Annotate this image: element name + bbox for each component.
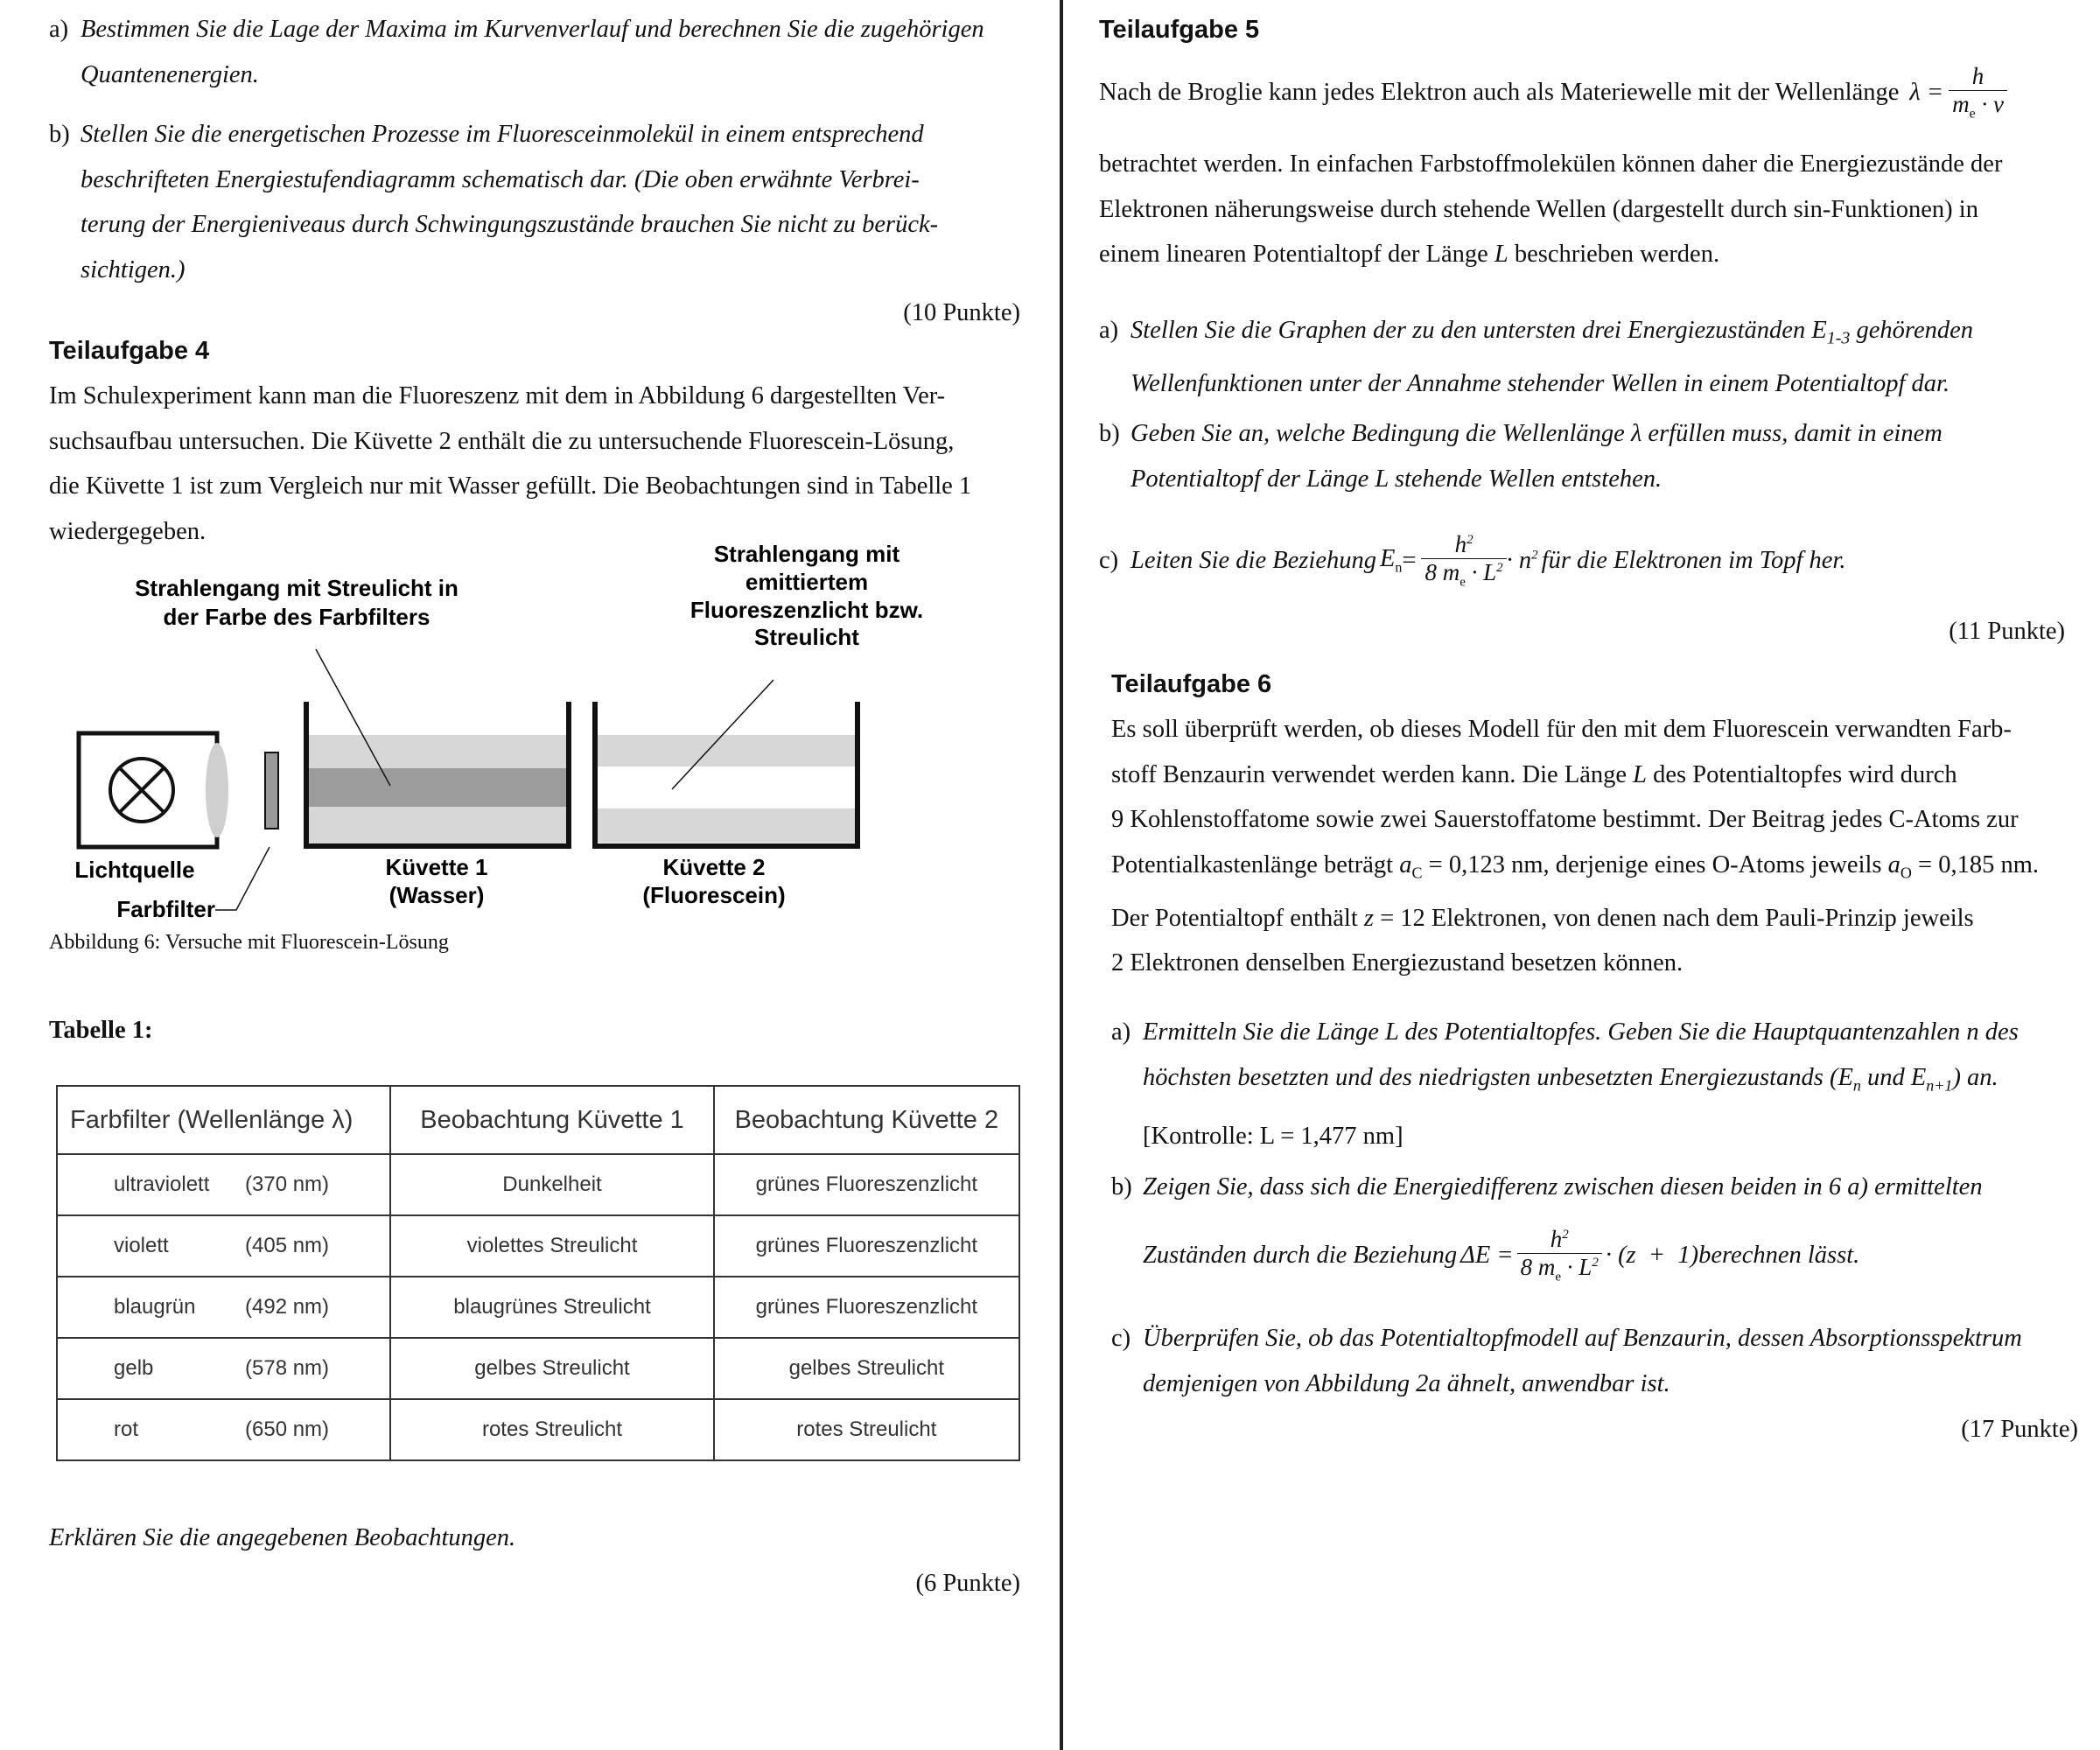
filter-wavelength: (578 nm) [245, 1356, 330, 1380]
filter-wavelength: (492 nm) [245, 1295, 330, 1319]
observation-cuvette1: Dunkelheit [390, 1154, 713, 1215]
cuvette1-scattered-beam [308, 768, 569, 807]
table-header-filter: Farbfilter (Wellenlänge λ) [57, 1086, 390, 1154]
observation-cuvette2: rotes Streulicht [714, 1399, 1019, 1460]
color-filter-element [265, 752, 278, 829]
task5-intro-line1: Nach de Broglie kann jedes Elektron auch als Materiewelle mit der Wellenlänge λ = $\frac{h}{m_e \cdot v}$ [1099, 56, 2088, 130]
task5-part-a: a) Stellen Sie die Graphen der zu den untersten drei Energiezuständen $E_{1-3}$ gehörenden Wellenfunktionen unter der Annahme stehender Wellen in einem Potentialtopf dar. [1099, 317, 1974, 398]
label-scattered-light-path-2: der Farbe des Farbfilters [163, 604, 430, 630]
cuvette2-light-band-bottom [597, 808, 858, 843]
task3-points: (10 Punkte) [903, 299, 1020, 326]
task6-part-a: a) Ermitteln Sie die Länge L des Potentialtopfes. Geben Sie die Hauptquantenzahlen n des höchsten besetzten und des niedrigsten unbesetzten Energiezustands ($E_n$ und $E_{n+1}$) an. [Kontrolle: L = 1,477 nm] [1111, 1010, 2082, 1158]
energy-formula: $\frac{h^2}{8 m_e \cdot L^2}$ [1421, 531, 1506, 591]
observation-cuvette1: blaugrünes Streulicht [390, 1277, 713, 1338]
table-row [57, 1338, 1019, 1399]
observation-cuvette2: gelbes Streulicht [714, 1338, 1019, 1399]
label-light-source: Lichtquelle [74, 857, 195, 883]
filter-cell [57, 1154, 390, 1215]
label-cuvette2-name: Küvette 2 [662, 854, 766, 880]
task6-heading: Teilaufgabe 6 [1111, 670, 1272, 698]
filter-color: gelb [114, 1356, 154, 1380]
label-color-filter: Farbfilter [116, 896, 215, 922]
observation-cuvette1: violettes Streulicht [390, 1215, 713, 1277]
task4-question: Erklären Sie die angegebenen Beobachtungen. [49, 1524, 516, 1551]
observation-cuvette1: gelbes Streulicht [390, 1338, 713, 1399]
light-source-box [79, 733, 217, 847]
table-row [57, 1399, 1019, 1460]
task6-points: (17 Punkte) [1961, 1416, 2078, 1443]
filter-cell [57, 1277, 390, 1338]
label-cuvette2-content: (Fluorescein) [642, 882, 786, 908]
task6-part-c: c) Überprüfen Sie, ob das Potentialtopfmodell auf Benzaurin, dessen Absorptionsspektrum demjenigen von Abbildung 2a ähnelt, anwendbar ist. [1111, 1325, 2022, 1397]
pointer-line-filter [215, 847, 270, 910]
observation-cuvette1: rotes Streulicht [390, 1399, 713, 1460]
task6-part-b-formula-line: Zuständen durch die Beziehung ΔE = $\frac{h^2}{8 m_e \cdot L^2}$ · (z + 1) berechnen lässt. [1143, 1226, 1860, 1284]
table-header-row [57, 1086, 1019, 1154]
de-broglie-formula: $\frac{h}{m_e \cdot v}$ [1949, 63, 2007, 122]
filter-color: ultraviolett [114, 1172, 210, 1196]
filter-wavelength: (650 nm) [245, 1418, 330, 1441]
table-title: Tabelle 1: [49, 1017, 153, 1044]
column-divider [1060, 0, 1063, 1750]
label-emitted-light-path-4: Streulicht [754, 624, 859, 650]
observation-cuvette2: grünes Fluoreszenzlicht [714, 1215, 1019, 1277]
task6-control-value: [Kontrolle: L = 1,477 nm] [1143, 1122, 1404, 1150]
label-emitted-light-path-3: Fluoreszenzlicht bzw. [690, 597, 924, 623]
filter-color: violett [114, 1234, 169, 1257]
table-header-cuvette2: Beobachtung Küvette 2 [714, 1086, 1019, 1154]
task6-part-b: b) Zeigen Sie, dass sich die Energiedifferenz zwischen diesen beiden in 6 a) ermittelten [1111, 1173, 1983, 1200]
figure-caption: Abbildung 6: Versuche mit Fluorescein-Lösung [49, 931, 449, 954]
observation-cuvette2: grünes Fluoreszenzlicht [714, 1277, 1019, 1338]
table-row [57, 1215, 1019, 1277]
label-cuvette1-content: (Wasser) [388, 882, 485, 908]
label-emitted-light-path-1: Strahlengang mit [713, 542, 900, 567]
task5-part-c: c) Leiten Sie die Beziehung $E_n$ = $\frac{h^2}{8 m_e \cdot L^2}$ · $n^2$ für die Elektronen im Topf her. [1099, 531, 1846, 590]
observations-table [56, 1085, 1020, 1461]
filter-cell [57, 1399, 390, 1460]
label-cuvette1-name: Küvette 1 [385, 854, 488, 880]
table-row [57, 1277, 1019, 1338]
lens-icon [206, 743, 228, 837]
table-header-cuvette1: Beobachtung Küvette 1 [390, 1086, 713, 1154]
filter-color: rot [114, 1418, 139, 1441]
energy-difference-formula: $\frac{h^2}{8 m_e \cdot L^2}$ [1517, 1226, 1602, 1285]
label-emitted-light-path-2: emittiertem [745, 569, 869, 595]
table-row [57, 1154, 1019, 1215]
task3-part-b: b) Stellen Sie die energetischen Prozesse im Fluoresceinmolekül in einem entsprechend beschrifteten Energiestufendiagramm schematisch dar. (Die oben erwähnte Verbrei- terung der Energieniveaus durch Schwingungszustände brauchen Sie nicht zu berück- sichtigen.) [49, 121, 939, 284]
task4-points: (6 Punkte) [915, 1570, 1020, 1597]
filter-wavelength: (370 nm) [245, 1172, 330, 1196]
cuvette2-light-band-top [597, 735, 858, 766]
task3-part-a: a) Bestimmen Sie die Lage der Maxima im Kurvenverlauf und berechnen Sie die zugehörigen Quantenenergien. [49, 16, 984, 88]
observation-cuvette2: grünes Fluoreszenzlicht [714, 1154, 1019, 1215]
task5-intro-rest: betrachtet werden. In einfachen Farbstoffmolekülen können daher die Energiezustände der Elektronen näherungsweise durch stehende Wellen (dargestellt durch sin-Funktionen) in einem linearen Potentialtopf der Länge L beschrieben werden. [1099, 150, 2003, 268]
filter-wavelength: (405 nm) [245, 1234, 330, 1257]
task5-part-b: b) Geben Sie an, welche Bedingung die Wellenlänge λ erfüllen muss, damit in einem Potentialtopf der Länge L stehende Wellen entstehen. [1099, 420, 1942, 493]
filter-color: blaugrün [114, 1295, 196, 1319]
pointer-line-emitted [672, 680, 774, 789]
task5-points: (11 Punkte) [1949, 618, 2065, 645]
filter-cell [57, 1338, 390, 1399]
task5-heading: Teilaufgabe 5 [1099, 16, 1260, 44]
task6-intro: Es soll überprüft werden, ob dieses Modell für den mit dem Fluorescein verwandten Farb- stoff Benzaurin verwendet werden kann. Die Länge L des Potentialtopfes wird durch 9 Kohlenstoffatome sowie zwei Sauerstoffatome bestimmt. Der Beitrag jedes C-Atoms zur Potentialkastenlänge beträgt $a_C = 0,123$ nm, derjenige eines O-Atoms jeweils $a_O = 0,185$ nm. Der Potentialtopf enthält z = 12 Elektronen, von denen nach dem Pauli-Prinzip jeweils 2 Elektronen denselben Energiezustand besetzen können. [1111, 716, 2040, 977]
filter-cell [57, 1215, 390, 1277]
label-scattered-light-path-1: Strahlengang mit Streulicht in [135, 575, 458, 601]
task4-heading: Teilaufgabe 4 [49, 337, 210, 365]
experiment-setup-figure [49, 542, 1012, 928]
task4-intro: Im Schulexperiment kann man die Fluoreszenz mit dem in Abbildung 6 dargestellten Ver- suchsaufbau untersuchen. Die Küvette 2 enthält die zu untersuchende Fluorescein-Lösung, die Küvette 1 ist zum Vergleich nur mit Wasser gefüllt. Die Beobachtungen sind in Tabelle 1 wiedergegeben. [49, 382, 972, 545]
